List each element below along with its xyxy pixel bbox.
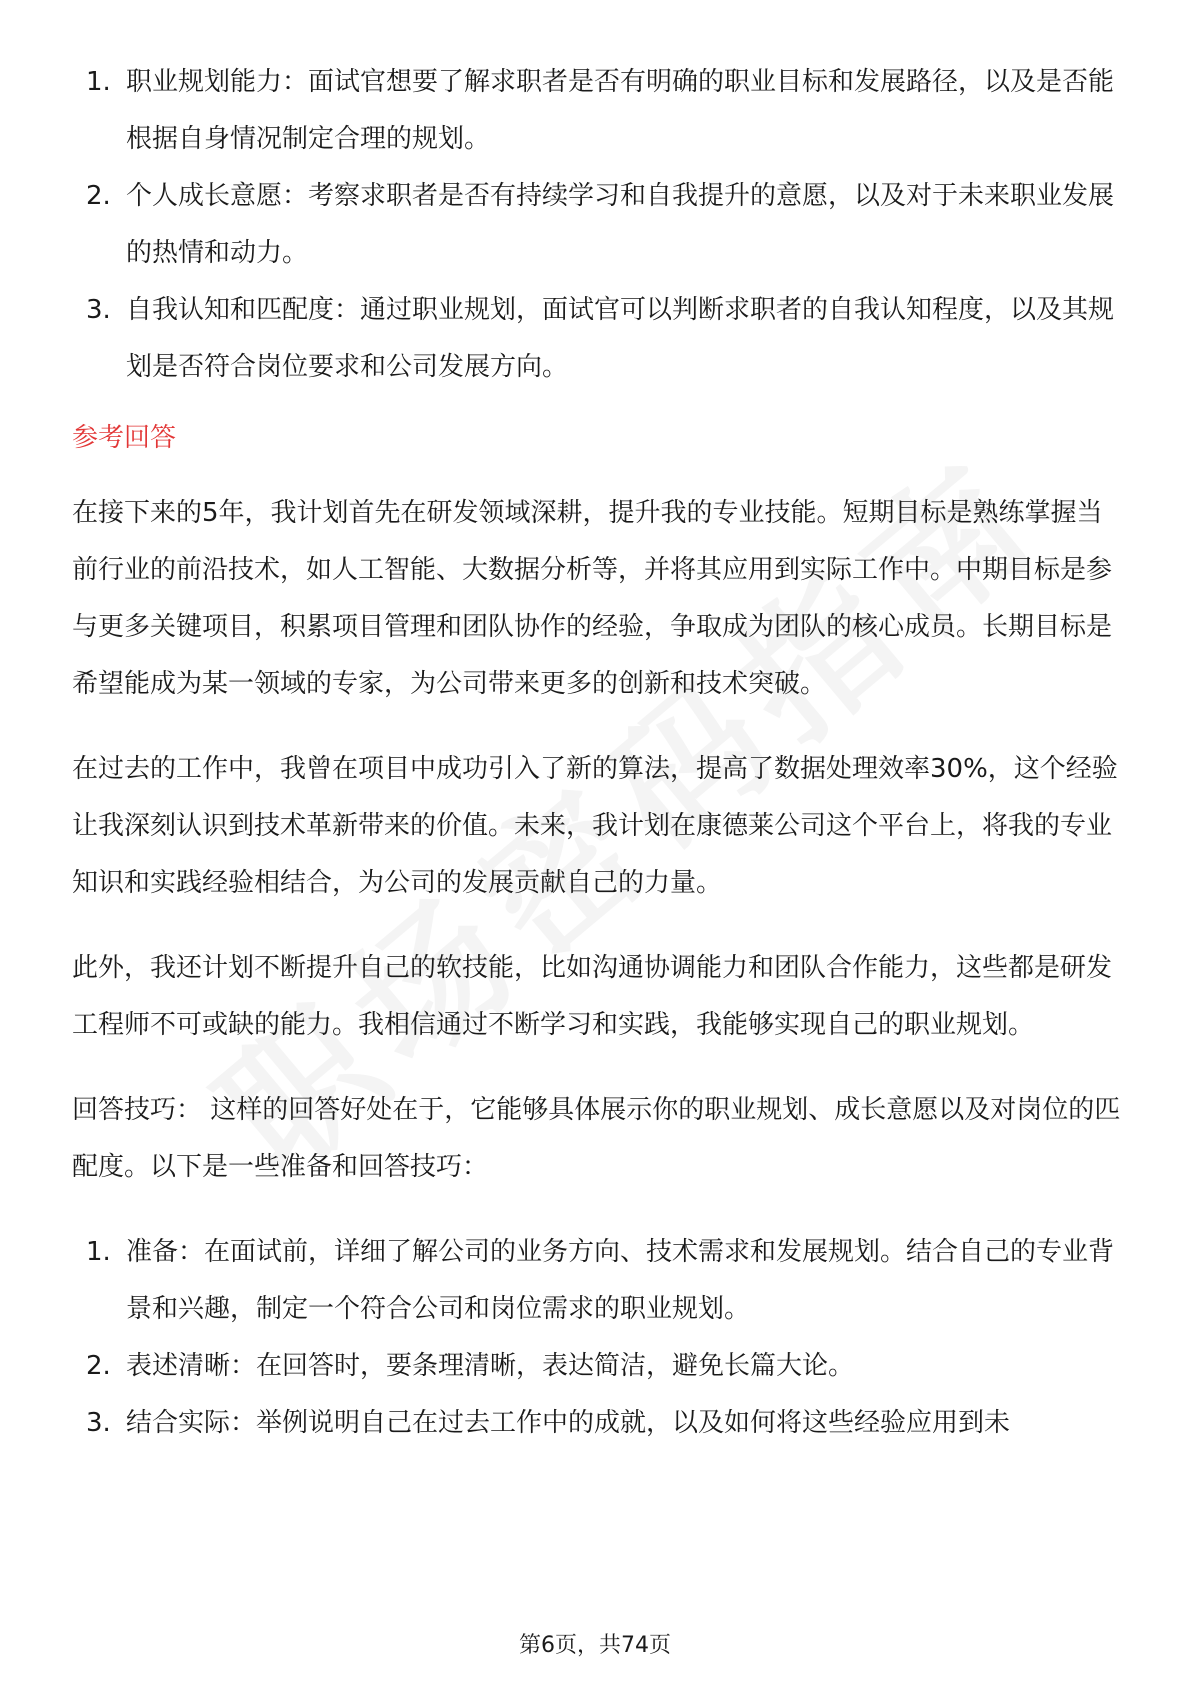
list-number: 1. — [86, 1237, 111, 1267]
paragraph: 此外，我还计划不断提升自己的软技能，比如沟通协调能力和团队合作能力，这些都是研发工程师不可或缺的能力。我相信通过不断学习和实践，我能够实现自己的职业规划。 — [72, 953, 1113, 1040]
list-number: 2. — [86, 1351, 111, 1381]
list-item — [72, 54, 1122, 168]
list-text: 结合实际：举例说明自己在过去工作中的成就，以及如何将这些经验应用到未 — [126, 1408, 1011, 1438]
tips-list — [72, 1224, 1122, 1452]
list-number: 3. — [86, 295, 111, 325]
list-item — [72, 1338, 1122, 1395]
list-item — [72, 168, 1122, 282]
list-text: 表述清晰：在回答时，要条理清晰，表达简洁，避免长篇大论。 — [126, 1351, 855, 1381]
list-number: 2. — [86, 181, 111, 211]
page-content — [72, 54, 1122, 1452]
list-text: 职业规划能力：面试官想要了解求职者是否有明确的职业目标和发展路径，以及是否能根据自身情况制定合理的规划。 — [126, 67, 1115, 154]
list-number: 1. — [86, 67, 111, 97]
list-text: 个人成长意愿：考察求职者是否有持续学习和自我提升的意愿，以及对于未来职业发展的热情和动力。 — [126, 181, 1115, 268]
paragraph: 回答技巧： 这样的回答好处在于，它能够具体展示你的职业规划、成长意愿以及对岗位的匹配度。以下是一些准备和回答技巧： — [72, 1095, 1121, 1182]
paragraph: 在接下来的5年，我计划首先在研发领域深耕，提升我的专业技能。短期目标是熟练掌握当前行业的前沿技术，如人工智能、大数据分析等，并将其应用到实际工作中。中期目标是参与更多关键项目，积累项目管理和团队协作的经验，争取成为团队的核心成员。长期目标是希望能成为某一领域的专家，为公司带来更多的创新和技术突破。 — [72, 498, 1113, 699]
paragraph: 在过去的工作中，我曾在项目中成功引入了新的算法，提高了数据处理效率30%，这个经验让我深刻认识到技术革新带来的价值。未来，我计划在康德莱公司这个平台上，将我的专业知识和实践经验相结合，为公司的发展贡献自己的力量。 — [72, 754, 1118, 898]
list-item — [72, 1224, 1122, 1338]
section-heading: 参考回答 — [72, 423, 177, 453]
list-item — [72, 1395, 1122, 1452]
evaluation-points-list — [72, 54, 1122, 396]
page-footer: 第6页，共74页 — [519, 1633, 671, 1658]
list-text: 自我认知和匹配度：通过职业规划，面试官可以判断求职者的自我认知程度，以及其规划是否符合岗位要求和公司发展方向。 — [126, 295, 1115, 382]
list-item — [72, 282, 1122, 396]
list-text: 准备：在面试前，详细了解公司的业务方向、技术需求和发展规划。结合自己的专业背景和兴趣，制定一个符合公司和岗位需求的职业规划。 — [126, 1237, 1115, 1324]
list-number: 3. — [86, 1408, 111, 1438]
